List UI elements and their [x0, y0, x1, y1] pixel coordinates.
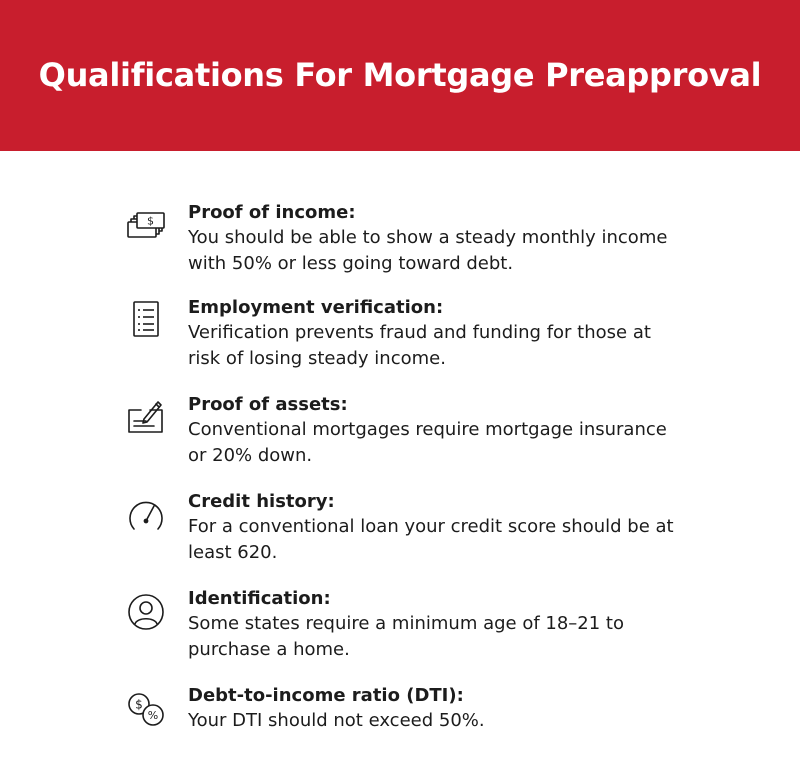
item-title: Employment verification:	[188, 297, 444, 318]
item-title: Proof of assets:	[188, 394, 348, 415]
list-item-proof-of-assets	[124, 392, 684, 472]
document-checklist-icon	[124, 297, 168, 341]
item-description: Verification prevents fraud and funding for those at risk of losing steady income.	[188, 322, 651, 369]
gauge-icon	[124, 491, 168, 535]
svg-text:%: %	[147, 709, 159, 722]
item-title: Credit history:	[188, 491, 335, 512]
svg-text:$: $	[147, 214, 154, 228]
item-description: Conventional mortgages require mortgage insurance or 20% down.	[188, 419, 667, 466]
list-item-credit-history	[124, 489, 684, 569]
page-title: Qualifications For Mortgage Preapproval	[38, 55, 762, 94]
item-description: Your DTI should not exceed 50%.	[188, 710, 485, 731]
user-profile-icon	[124, 588, 168, 632]
dollar-percent-icon	[124, 685, 168, 729]
list-item-employment-verification	[124, 295, 684, 375]
check-signature-icon	[124, 394, 168, 438]
item-description: You should be able to show a steady monthly income with 50% or less going toward debt.	[188, 227, 668, 274]
money-stack-icon	[124, 202, 168, 246]
item-title: Proof of income:	[188, 202, 356, 223]
item-title: Debt-to-income ratio (DTI):	[188, 685, 464, 706]
list-item-debt-to-income	[124, 683, 684, 763]
item-description: Some states require a minimum age of 18–21 to purchase a home.	[188, 613, 624, 660]
list-item-proof-of-income	[124, 200, 684, 280]
item-title: Identification:	[188, 588, 331, 609]
list-item-identification	[124, 586, 684, 666]
item-description: For a conventional loan your credit score should be at least 620.	[188, 516, 674, 563]
svg-text:$: $	[135, 697, 143, 712]
